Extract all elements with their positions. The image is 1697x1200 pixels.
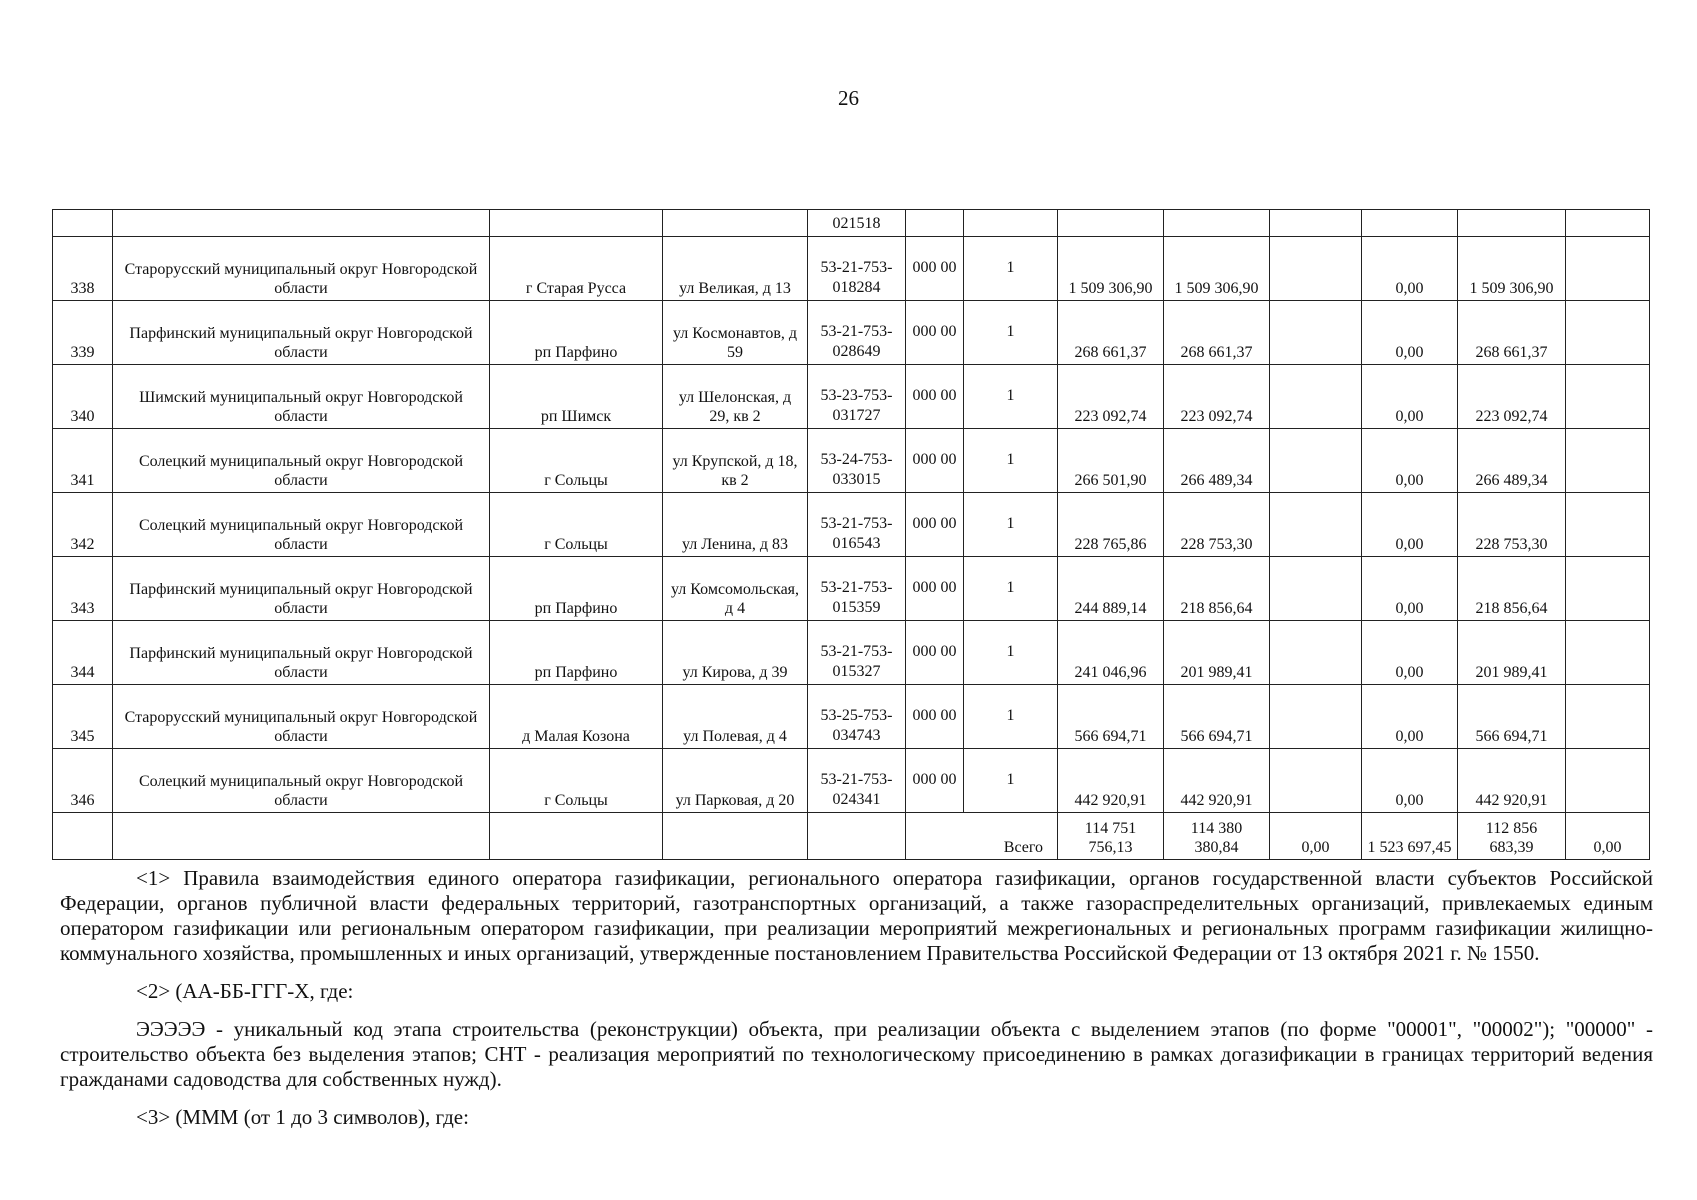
cell-municipality: Шимский муниципальный округ Новгородской области [113, 365, 490, 429]
cell-quantity: 1 [964, 301, 1058, 365]
cell-settlement: г Сольцы [490, 749, 663, 813]
cell-value-1 [1058, 210, 1164, 237]
cell-value-1: 442 920,91 [1058, 749, 1164, 813]
footnote-2: <2> (АА-ББ-ГГГ-Х, где: [136, 979, 354, 1003]
cell-number [53, 813, 113, 860]
cell-value-3 [1270, 621, 1362, 685]
cell-municipality [113, 813, 490, 860]
total-value-4: 1 523 697,45 [1362, 813, 1458, 860]
cell-value-2: 218 856,64 [1164, 557, 1270, 621]
cell-object-code: 53-23-753-031727 [808, 365, 906, 429]
cell-value-2: 268 661,37 [1164, 301, 1270, 365]
cell-address: ул Кирова, д 39 [663, 621, 808, 685]
cell-object-code: 53-21-753-024341 [808, 749, 906, 813]
cell-value-5 [1458, 210, 1566, 237]
cell-address: ул Шелонская, д 29, кв 2 [663, 365, 808, 429]
table-row [53, 493, 1650, 557]
cell-value-6 [1566, 685, 1650, 749]
cell-number: 340 [53, 365, 113, 429]
cell-number: 343 [53, 557, 113, 621]
cell-value-6 [1566, 365, 1650, 429]
cell-value-4: 0,00 [1362, 429, 1458, 493]
cell-value-3 [1270, 685, 1362, 749]
cell-value-3 [1270, 429, 1362, 493]
cell-object-code: 53-24-753-033015 [808, 429, 906, 493]
cell-value-1: 223 092,74 [1058, 365, 1164, 429]
cell-stage: 000 00 [906, 365, 964, 429]
cell-settlement: г Сольцы [490, 493, 663, 557]
total-value-1: 114 751 756,13 [1058, 813, 1164, 860]
cell-settlement: д Малая Козона [490, 685, 663, 749]
cell-stage: 000 00 [906, 429, 964, 493]
cell-value-6 [1566, 210, 1650, 237]
cell-stage: 000 00 [906, 301, 964, 365]
table-row [53, 557, 1650, 621]
cell-object-code: 53-21-753-016543 [808, 493, 906, 557]
cell-value-6 [1566, 749, 1650, 813]
cell-value-6 [1566, 237, 1650, 301]
cell-value-1: 266 501,90 [1058, 429, 1164, 493]
cell-value-5: 223 092,74 [1458, 365, 1566, 429]
cell-value-5: 1 509 306,90 [1458, 237, 1566, 301]
cell-municipality: Парфинский муниципальный округ Новгородской области [113, 301, 490, 365]
footnote-2-explanation: ЭЭЭЭЭ - уникальный код этапа строительства (реконструкции) объекта, при реализации объекта с выделением этапов (по форме "00001", "00002"); "00000" - строительство объекта без выделения этапов; СНТ - реализация мероприятий по технологическому присоединению в рамках догазификации в границах территорий ведения гражданами садоводства для собственных нужд). [60, 1017, 1653, 1091]
cell-settlement: г Старая Русса [490, 237, 663, 301]
cell-address: ул Ленина, д 83 [663, 493, 808, 557]
cell-settlement [490, 210, 663, 237]
cell-number [53, 210, 113, 237]
table-row [53, 365, 1650, 429]
cell-object-code: 53-21-753-028649 [808, 301, 906, 365]
total-value-2: 114 380 380,84 [1164, 813, 1270, 860]
cell-quantity: 1 [964, 749, 1058, 813]
cell-quantity: 1 [964, 621, 1058, 685]
table-row [53, 237, 1650, 301]
cell-object-code: 53-25-753-034743 [808, 685, 906, 749]
cell-object-code: 53-21-753-015327 [808, 621, 906, 685]
table-footer [53, 813, 1650, 860]
cell-quantity: 1 [964, 429, 1058, 493]
cell-address: ул Комсомольская, д 4 [663, 557, 808, 621]
cell-value-3 [1270, 749, 1362, 813]
cell-municipality: Солецкий муниципальный округ Новгородской области [113, 429, 490, 493]
cell-value-3 [1270, 237, 1362, 301]
cell-address: ул Крупской, д 18, кв 2 [663, 429, 808, 493]
total-value-6: 0,00 [1566, 813, 1650, 860]
cell-municipality: Солецкий муниципальный округ Новгородской области [113, 493, 490, 557]
cell-value-1: 1 509 306,90 [1058, 237, 1164, 301]
cell-number: 341 [53, 429, 113, 493]
gasification-table-wrap [52, 209, 1650, 860]
cell-settlement: рп Парфино [490, 301, 663, 365]
table-row [53, 749, 1650, 813]
cell-value-5: 266 489,34 [1458, 429, 1566, 493]
cell-value-2: 566 694,71 [1164, 685, 1270, 749]
cell-number: 346 [53, 749, 113, 813]
cell-value-2 [1164, 210, 1270, 237]
cell-settlement: рп Шимск [490, 365, 663, 429]
cell-value-3 [1270, 210, 1362, 237]
table-row-continuation [53, 210, 1650, 237]
gasification-objects-table [52, 209, 1650, 860]
cell-value-2: 1 509 306,90 [1164, 237, 1270, 301]
total-row [53, 813, 1650, 860]
cell-object-code: 53-21-753-015359 [808, 557, 906, 621]
cell-settlement: рп Парфино [490, 621, 663, 685]
cell-value-4: 0,00 [1362, 621, 1458, 685]
cell-value-2: 223 092,74 [1164, 365, 1270, 429]
cell-value-5: 218 856,64 [1458, 557, 1566, 621]
cell-number: 344 [53, 621, 113, 685]
cell-value-1: 244 889,14 [1058, 557, 1164, 621]
cell-value-4: 0,00 [1362, 749, 1458, 813]
cell-address [663, 813, 808, 860]
cell-value-1: 566 694,71 [1058, 685, 1164, 749]
cell-address: ул Полевая, д 4 [663, 685, 808, 749]
cell-value-1: 268 661,37 [1058, 301, 1164, 365]
cell-value-4: 0,00 [1362, 237, 1458, 301]
cell-value-2: 201 989,41 [1164, 621, 1270, 685]
cell-value-4: 0,00 [1362, 557, 1458, 621]
cell-settlement [490, 813, 663, 860]
cell-value-4 [1362, 210, 1458, 237]
cell-value-5: 201 989,41 [1458, 621, 1566, 685]
cell-stage: 000 00 [906, 493, 964, 557]
total-label: Всего [906, 813, 1058, 860]
cell-value-4: 0,00 [1362, 365, 1458, 429]
cell-value-1: 241 046,96 [1058, 621, 1164, 685]
cell-municipality: Солецкий муниципальный округ Новгородской области [113, 749, 490, 813]
table-row [53, 301, 1650, 365]
cell-value-5: 442 920,91 [1458, 749, 1566, 813]
cell-stage: 000 00 [906, 685, 964, 749]
footnotes [60, 866, 1653, 1143]
cell-address: ул Космонавтов, д 59 [663, 301, 808, 365]
cell-value-6 [1566, 493, 1650, 557]
cell-municipality: Парфинский муниципальный округ Новгородской области [113, 621, 490, 685]
cell-quantity: 1 [964, 365, 1058, 429]
cell-address: ул Великая, д 13 [663, 237, 808, 301]
cell-quantity: 1 [964, 237, 1058, 301]
page-number: 26 [838, 86, 859, 110]
cell-municipality: Старорусский муниципальный округ Новгородской области [113, 237, 490, 301]
cell-value-2: 228 753,30 [1164, 493, 1270, 557]
cell-value-2: 442 920,91 [1164, 749, 1270, 813]
total-value-3: 0,00 [1270, 813, 1362, 860]
total-value-5: 112 856 683,39 [1458, 813, 1566, 860]
cell-value-6 [1566, 557, 1650, 621]
cell-value-4: 0,00 [1362, 301, 1458, 365]
cell-value-2: 266 489,34 [1164, 429, 1270, 493]
cell-quantity [964, 210, 1058, 237]
cell-value-3 [1270, 557, 1362, 621]
cell-municipality [113, 210, 490, 237]
cell-municipality: Старорусский муниципальный округ Новгородской области [113, 685, 490, 749]
cell-value-6 [1566, 301, 1650, 365]
cell-number: 338 [53, 237, 113, 301]
cell-stage: 000 00 [906, 749, 964, 813]
cell-stage: 000 00 [906, 557, 964, 621]
cell-municipality: Парфинский муниципальный округ Новгородской области [113, 557, 490, 621]
cell-stage: 000 00 [906, 237, 964, 301]
cell-value-3 [1270, 301, 1362, 365]
cell-value-3 [1270, 365, 1362, 429]
cell-address [663, 210, 808, 237]
table-body [53, 210, 1650, 813]
cell-address: ул Парковая, д 20 [663, 749, 808, 813]
cell-settlement: рп Парфино [490, 557, 663, 621]
footnote-3: <3> (МММ (от 1 до 3 символов), где: [136, 1105, 469, 1129]
cell-value-4: 0,00 [1362, 685, 1458, 749]
table-row [53, 429, 1650, 493]
cell-stage: 000 00 [906, 621, 964, 685]
cell-number: 339 [53, 301, 113, 365]
cell-value-1: 228 765,86 [1058, 493, 1164, 557]
cell-value-5: 566 694,71 [1458, 685, 1566, 749]
cell-number: 342 [53, 493, 113, 557]
cell-stage [906, 210, 964, 237]
footnote-1: <1> Правила взаимодействия единого оператора газификации, регионального оператора газификации, органов государственной власти субъектов Российской Федерации, органов публичной власти федеральных территорий, газотранспортных организаций, а также газораспределительных организаций, привлекаемых единым оператором газификации или региональным оператором газификации, при реализации мероприятий межрегиональных и региональных программ газификации жилищно-коммунального хозяйства, промышленных и иных организаций, утвержденные постановлением Правительства Российской Федерации от 13 октября 2021 г. № 1550. [60, 866, 1653, 965]
cell-value-5: 228 753,30 [1458, 493, 1566, 557]
cell-settlement: г Сольцы [490, 429, 663, 493]
cell-object-code: 021518 [808, 210, 906, 237]
cell-number: 345 [53, 685, 113, 749]
cell-object-code [808, 813, 906, 860]
cell-value-4: 0,00 [1362, 493, 1458, 557]
cell-value-6 [1566, 429, 1650, 493]
cell-quantity: 1 [964, 685, 1058, 749]
cell-quantity: 1 [964, 493, 1058, 557]
cell-value-6 [1566, 621, 1650, 685]
table-row [53, 685, 1650, 749]
cell-quantity: 1 [964, 557, 1058, 621]
cell-value-5: 268 661,37 [1458, 301, 1566, 365]
cell-object-code: 53-21-753-018284 [808, 237, 906, 301]
table-row [53, 621, 1650, 685]
cell-value-3 [1270, 493, 1362, 557]
